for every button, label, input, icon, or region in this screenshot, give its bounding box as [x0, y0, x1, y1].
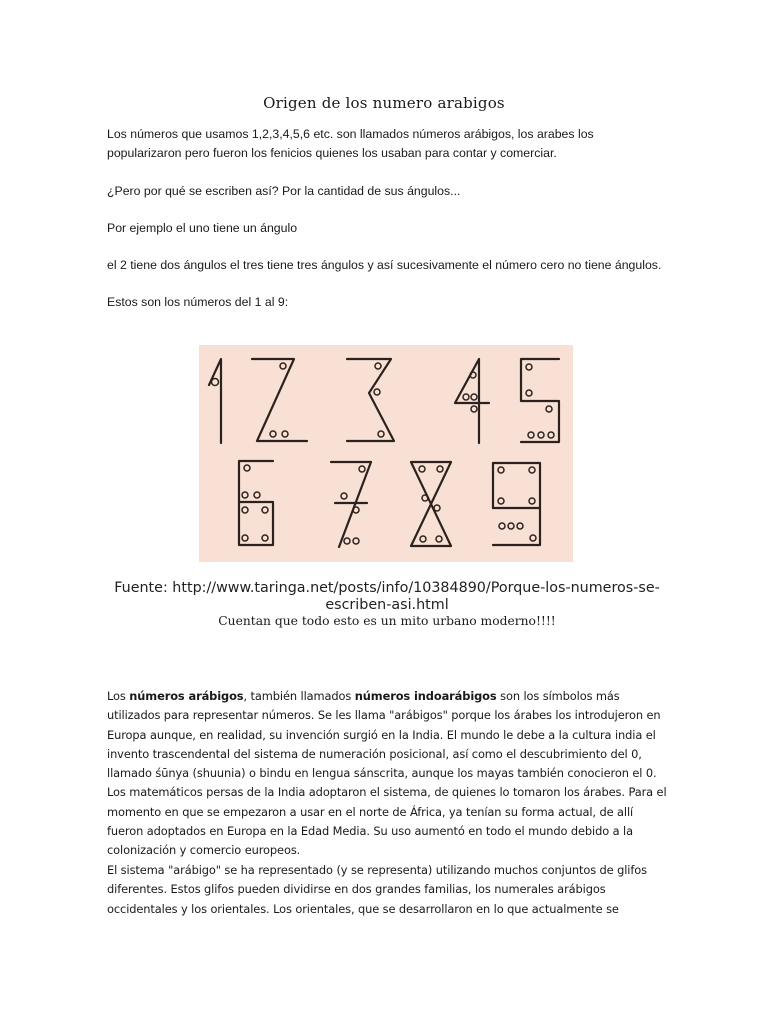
digit-2-drawing: [252, 359, 307, 441]
text-run: Los: [107, 689, 130, 703]
intro-paragraph-5: Estos son los números del 1 al 9:: [107, 295, 289, 309]
intro-paragraph-4: el 2 tiene dos ángulos el tres tiene tres ángulos y así sucesivamente el número cero no tiene ángulos.: [107, 258, 662, 272]
source-caption-line-1: Fuente: http://www.taringa.net/posts/info/10384890/Porque-los-numeros-se-: [114, 580, 660, 596]
intro-paragraph-1: Los números que usamos 1,2,3,4,5,6 etc. son llamados números arábigos, los arabes los popularizaron pero fueron los fenicios quienes los usaban para contar y comerciar.: [107, 127, 594, 160]
article-paragraph-2: El sistema "arábigo" se ha representado (y se representa) utilizando muchos conjuntos de glifos diferentes. Estos glifos pueden dividirse en dos grandes familias, los numerales arábigos occidentales y los orientales. Los orientales, que se desarrollaron en lo que actualmente se: [107, 863, 647, 916]
digit-3-drawing: [347, 359, 394, 441]
digit-5-drawing: [521, 359, 559, 442]
digit-7-drawing: [331, 462, 371, 547]
page-title: Origen de los numero arabigos: [263, 94, 505, 112]
intro-paragraph-3: Por ejemplo el uno tiene un ángulo: [107, 221, 298, 235]
digit-6-drawing: [239, 461, 273, 545]
digit-8-drawing: [411, 462, 451, 546]
digit-9-drawing: [493, 463, 540, 545]
article-paragraph-1: [107, 687, 667, 861]
source-caption-line-2: escriben-asi.html: [325, 597, 449, 613]
bold-term-indo-arabic-numerals: números indoarábigos: [354, 689, 497, 703]
bold-term-arabic-numerals: números arábigos: [129, 689, 244, 703]
digit-4-drawing: [455, 359, 489, 443]
digit-1-drawing: [209, 359, 221, 443]
intro-paragraph-2: ¿Pero por qué se escriben así? Por la cantidad de sus ángulos...: [107, 184, 461, 198]
digits-angles-drawing: [199, 345, 573, 562]
digits-angles-figure: [199, 345, 573, 562]
text-run: son los símbolos más utilizados para representar números. Se les llama "arábigos" porque los árabes los introdujeron en Europa aunque, en realidad, su invención surgió en la India. El mundo le debe a la cultura india el invento trascendental del sistema de numeración posicional, así como el descubrimiento del 0, llamado śūnya (shuunia) o bindu en lengua sánscrita, aunque los mayas también conocieron el 0. Los matemáticos persas de la India adoptaron el sistema, de quienes lo tomaron los árabes. Para el momento en que se empezaron a usar en el norte de África, ya tenían su forma actual, de allí fueron adoptados en Europa en la Edad Media. Su uso aumentó en todo el mundo debido a la colonización y comercio europeos.: [107, 689, 667, 858]
urban-myth-note: Cuentan que todo esto es un mito urbano moderno!!!!: [218, 614, 556, 628]
text-run: , también llamados: [243, 689, 355, 703]
